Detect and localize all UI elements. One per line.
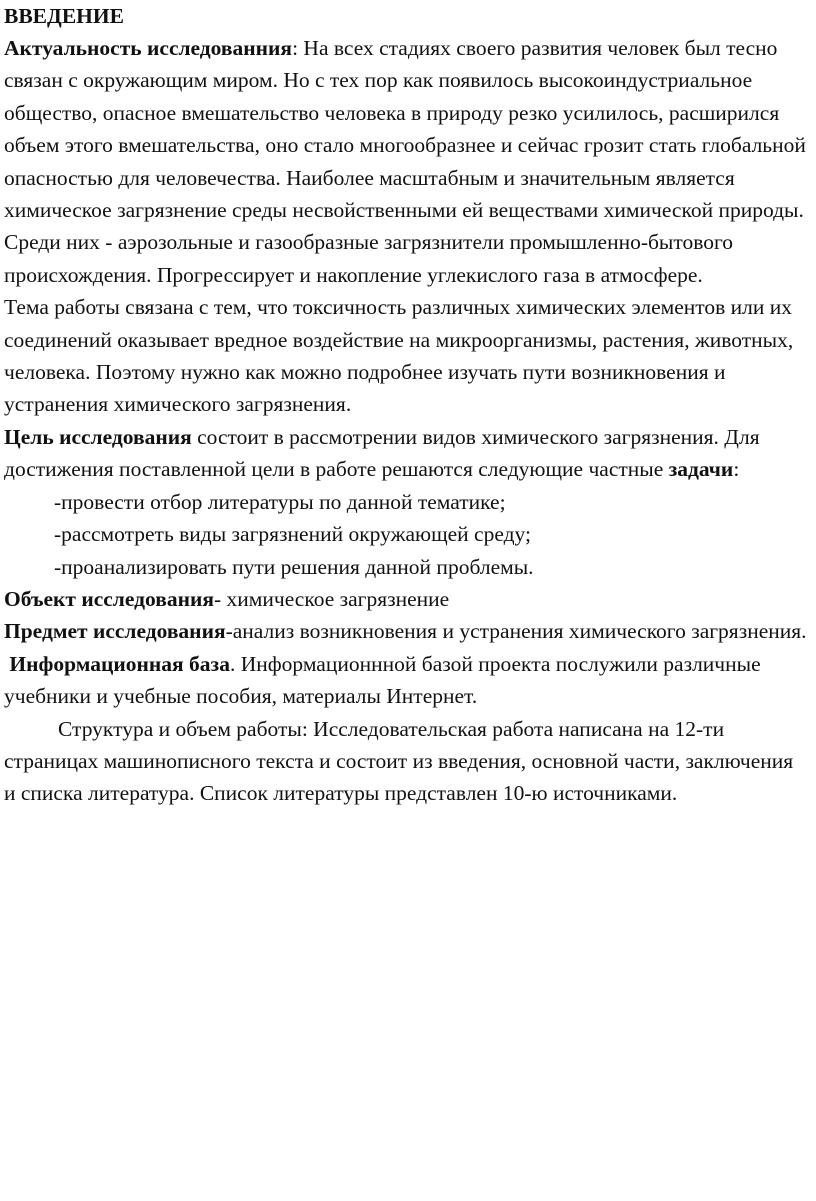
theme-paragraph: Тема работы связана с тем, что токсичность различных химических элементов или их соединений оказывает вредное воздействие на микроорганизмы, растения, животных, человека. Поэтому нужно как можно подробнее изучать пути возникновения и устранения химического загрязнения. [4, 295, 794, 417]
info-base-text: . Информационнной базой проекта послужили различные учебники и учебные пособия, материалы Интернет. [4, 651, 761, 709]
goal-label: Цель исследования [4, 424, 192, 449]
relevance-label: Актуальность исследованния [4, 36, 293, 60]
goal-paragraph [4, 421, 810, 486]
subject-paragraph [4, 615, 810, 647]
task-item: -рассмотреть виды загрязнений окружающей среду; [54, 522, 531, 547]
tasks-label: задачи [668, 457, 734, 482]
object-paragraph [4, 583, 810, 615]
relevance-paragraph [4, 32, 810, 291]
goal-text: состоит в рассмотрении видов химического загрязнения. Для достижения поставленной цели в работе решаются следующие частные [4, 424, 760, 482]
relevance-separator: : [292, 36, 299, 60]
info-base-paragraph [4, 648, 810, 713]
subject-text: -анализ возникновения и устранения химического загрязнения. [225, 619, 807, 644]
relevance-text: На всех стадиях своего развития человек был тесно связан с окружающим миром. Но с тех пор как появилось высокоиндустриальное общество, опасное вмешательство человека в природу резко усилилось, расширился объем этого вмешательства, оно стало многообразнее и сейчас грозит стать глобальной опасностью для человечества. Наиболее масштабным и значительным является химическое загрязнение среды несвойственными ей веществами химической природы. Среди них - аэрозольные и газообразные загрязнители промышленно-бытового происхождения. Прогрессирует и накопление углекислого газа в атмосфере. [4, 36, 806, 287]
tasks-separator: : [733, 457, 740, 482]
info-base-label: Информационная база [9, 651, 230, 676]
page-heading: ВВЕДЕНИЕ [4, 4, 124, 28]
task-item: -провести отбор литературы по данной тематике; [54, 489, 506, 514]
object-text: - химическое загрязнение [214, 586, 450, 611]
task-item: -проанализировать пути решения данной проблемы. [54, 554, 534, 579]
structure-paragraph: Структура и объем работы: Исследовательская работа написана на 12-ти страницах машинописного текста и состоит из введения, основной части, заключения и списка литература. Список литературы представлен 10-ю источниками. [4, 716, 794, 806]
subject-label: Предмет исследования [4, 619, 226, 644]
object-label: Объект исследования [4, 586, 214, 611]
